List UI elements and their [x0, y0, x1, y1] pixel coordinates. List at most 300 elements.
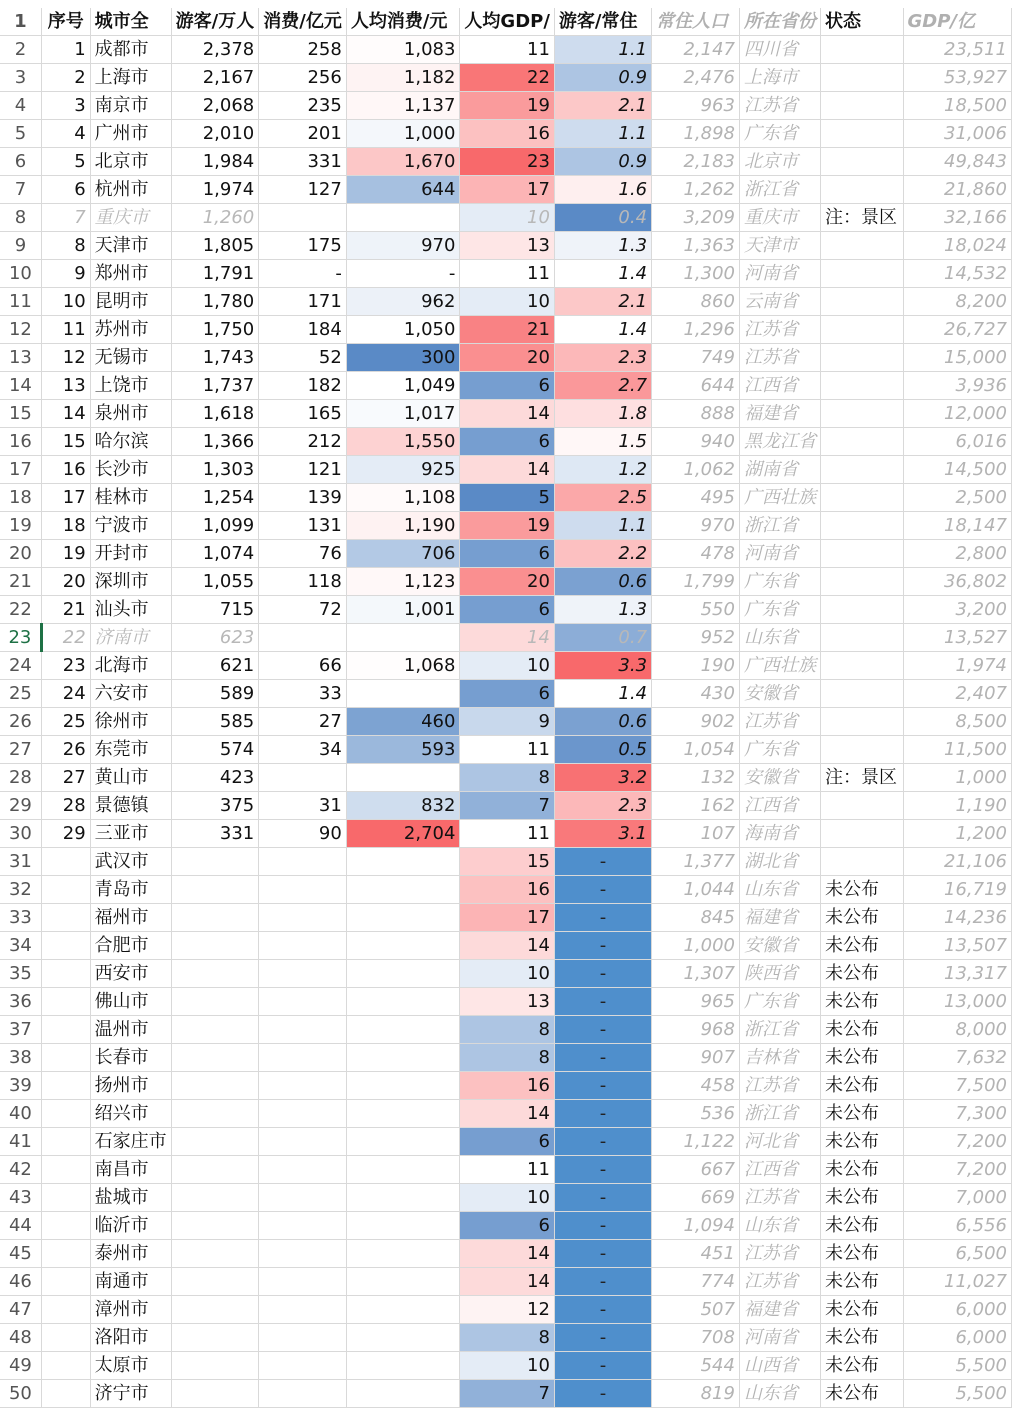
cell-city[interactable]: 南通市 [90, 1268, 171, 1296]
cell-visitor-ratio[interactable]: 2.3 [554, 792, 651, 820]
cell-city[interactable]: 泉州市 [90, 400, 171, 428]
cell-province[interactable]: 福建省 [739, 1296, 820, 1324]
cell-population[interactable]: 965 [652, 988, 740, 1016]
cell-visitors[interactable] [171, 1352, 259, 1380]
cell-per-capita-gdp[interactable]: 6 [460, 680, 554, 708]
cell-index[interactable]: 26 [41, 736, 90, 764]
row-number[interactable]: 3 [0, 64, 41, 92]
column-header-index[interactable]: 序号 [41, 8, 90, 36]
cell-status[interactable]: 未公布 [820, 988, 903, 1016]
cell-visitors[interactable] [171, 1212, 259, 1240]
cell-city[interactable]: 合肥市 [90, 932, 171, 960]
cell-per-capita-consumption[interactable] [346, 904, 460, 932]
column-header-status[interactable]: 状态 [820, 8, 903, 36]
cell-index[interactable]: 29 [41, 820, 90, 848]
row-number[interactable]: 2 [0, 36, 41, 64]
cell-per-capita-consumption[interactable]: 1,068 [346, 652, 460, 680]
row-number[interactable]: 1 [0, 8, 41, 36]
cell-visitors[interactable]: 589 [171, 680, 259, 708]
cell-visitor-ratio[interactable]: 1.1 [554, 36, 651, 64]
cell-per-capita-consumption[interactable]: 1,108 [346, 484, 460, 512]
row-number[interactable]: 41 [0, 1128, 41, 1156]
cell-index[interactable] [41, 1268, 90, 1296]
cell-per-capita-consumption[interactable]: 706 [346, 540, 460, 568]
cell-city[interactable]: 黄山市 [90, 764, 171, 792]
cell-per-capita-consumption[interactable]: 1,049 [346, 372, 460, 400]
cell-index[interactable]: 28 [41, 792, 90, 820]
cell-city[interactable]: 桂林市 [90, 484, 171, 512]
cell-province[interactable]: 安徽省 [739, 680, 820, 708]
cell-index[interactable]: 19 [41, 540, 90, 568]
cell-consumption[interactable]: 90 [259, 820, 347, 848]
cell-status[interactable]: 注：景区 [820, 204, 903, 232]
column-header-per-capita-consumption[interactable]: 人均消费/元 [346, 8, 460, 36]
cell-index[interactable] [41, 988, 90, 1016]
cell-province[interactable]: 江苏省 [739, 1072, 820, 1100]
cell-city[interactable]: 福州市 [90, 904, 171, 932]
cell-visitors[interactable] [171, 1044, 259, 1072]
cell-province[interactable]: 广西壮族 [739, 484, 820, 512]
cell-per-capita-gdp[interactable]: 19 [460, 92, 554, 120]
cell-visitors[interactable] [171, 1240, 259, 1268]
cell-population[interactable]: 1,094 [652, 1212, 740, 1240]
cell-city[interactable]: 长沙市 [90, 456, 171, 484]
cell-status[interactable]: 未公布 [820, 1100, 903, 1128]
cell-per-capita-gdp[interactable]: 6 [460, 1212, 554, 1240]
cell-province[interactable]: 江西省 [739, 792, 820, 820]
cell-per-capita-consumption[interactable] [346, 1296, 460, 1324]
row-number[interactable]: 16 [0, 428, 41, 456]
cell-status[interactable]: 未公布 [820, 1324, 903, 1352]
cell-visitor-ratio[interactable]: 1.3 [554, 232, 651, 260]
cell-index[interactable]: 3 [41, 92, 90, 120]
cell-visitor-ratio[interactable]: 2.3 [554, 344, 651, 372]
cell-population[interactable]: 451 [652, 1240, 740, 1268]
cell-status[interactable] [820, 792, 903, 820]
cell-city[interactable]: 徐州市 [90, 708, 171, 736]
cell-status[interactable]: 未公布 [820, 960, 903, 988]
cell-gdp[interactable]: 8,000 [903, 1016, 1012, 1044]
cell-city[interactable]: 泰州市 [90, 1240, 171, 1268]
cell-consumption[interactable]: 212 [259, 428, 347, 456]
cell-consumption[interactable] [259, 1100, 347, 1128]
cell-gdp[interactable]: 2,500 [903, 484, 1012, 512]
cell-consumption[interactable] [259, 1296, 347, 1324]
cell-population[interactable]: 667 [652, 1156, 740, 1184]
cell-province[interactable]: 江苏省 [739, 92, 820, 120]
cell-gdp[interactable]: 7,000 [903, 1184, 1012, 1212]
cell-gdp[interactable]: 6,016 [903, 428, 1012, 456]
cell-population[interactable]: 1,296 [652, 316, 740, 344]
cell-index[interactable] [41, 1100, 90, 1128]
cell-population[interactable]: 190 [652, 652, 740, 680]
cell-per-capita-consumption[interactable]: 970 [346, 232, 460, 260]
cell-status[interactable]: 未公布 [820, 1240, 903, 1268]
cell-province[interactable]: 江苏省 [739, 708, 820, 736]
cell-gdp[interactable]: 14,532 [903, 260, 1012, 288]
column-header-per-capita-gdp[interactable]: 人均GDP/ [460, 8, 554, 36]
cell-visitors[interactable]: 2,167 [171, 64, 259, 92]
cell-visitor-ratio[interactable]: - [554, 1296, 651, 1324]
cell-per-capita-consumption[interactable] [346, 1156, 460, 1184]
row-number[interactable]: 7 [0, 176, 41, 204]
row-number[interactable]: 10 [0, 260, 41, 288]
cell-gdp[interactable]: 2,407 [903, 680, 1012, 708]
cell-status[interactable] [820, 540, 903, 568]
cell-city[interactable]: 温州市 [90, 1016, 171, 1044]
cell-population[interactable]: 1,122 [652, 1128, 740, 1156]
cell-per-capita-gdp[interactable]: 11 [460, 736, 554, 764]
cell-visitors[interactable]: 715 [171, 596, 259, 624]
cell-province[interactable]: 山西省 [739, 1352, 820, 1380]
cell-per-capita-consumption[interactable]: 1,670 [346, 148, 460, 176]
cell-index[interactable]: 5 [41, 148, 90, 176]
cell-status[interactable]: 未公布 [820, 1296, 903, 1324]
cell-index[interactable]: 23 [41, 652, 90, 680]
cell-consumption[interactable]: 27 [259, 708, 347, 736]
cell-per-capita-gdp[interactable]: 13 [460, 988, 554, 1016]
cell-visitor-ratio[interactable]: 2.7 [554, 372, 651, 400]
cell-consumption[interactable] [259, 1016, 347, 1044]
cell-city[interactable]: 杭州市 [90, 176, 171, 204]
cell-gdp[interactable]: 36,802 [903, 568, 1012, 596]
cell-status[interactable] [820, 36, 903, 64]
cell-visitors[interactable]: 585 [171, 708, 259, 736]
cell-visitor-ratio[interactable]: - [554, 1016, 651, 1044]
row-number[interactable]: 5 [0, 120, 41, 148]
cell-city[interactable]: 宁波市 [90, 512, 171, 540]
cell-province[interactable]: 山东省 [739, 1380, 820, 1408]
cell-visitors[interactable] [171, 848, 259, 876]
cell-gdp[interactable]: 5,500 [903, 1352, 1012, 1380]
cell-city[interactable]: 佛山市 [90, 988, 171, 1016]
cell-consumption[interactable] [259, 1240, 347, 1268]
cell-visitors[interactable]: 1,743 [171, 344, 259, 372]
cell-consumption[interactable]: 175 [259, 232, 347, 260]
cell-visitors[interactable] [171, 1016, 259, 1044]
cell-visitor-ratio[interactable]: - [554, 1100, 651, 1128]
cell-consumption[interactable]: 139 [259, 484, 347, 512]
cell-consumption[interactable]: 66 [259, 652, 347, 680]
cell-population[interactable]: 749 [652, 344, 740, 372]
cell-per-capita-gdp[interactable]: 20 [460, 344, 554, 372]
cell-per-capita-consumption[interactable]: - [346, 260, 460, 288]
cell-city[interactable]: 扬州市 [90, 1072, 171, 1100]
cell-index[interactable]: 6 [41, 176, 90, 204]
cell-population[interactable]: 970 [652, 512, 740, 540]
cell-index[interactable] [41, 1212, 90, 1240]
cell-visitors[interactable]: 1,366 [171, 428, 259, 456]
cell-city[interactable]: 苏州市 [90, 316, 171, 344]
cell-province[interactable]: 重庆市 [739, 204, 820, 232]
cell-population[interactable]: 2,183 [652, 148, 740, 176]
row-number[interactable]: 29 [0, 792, 41, 820]
row-number[interactable]: 31 [0, 848, 41, 876]
cell-population[interactable]: 162 [652, 792, 740, 820]
cell-per-capita-consumption[interactable]: 1,182 [346, 64, 460, 92]
cell-index[interactable]: 21 [41, 596, 90, 624]
cell-city[interactable]: 临沂市 [90, 1212, 171, 1240]
cell-visitors[interactable] [171, 1156, 259, 1184]
cell-population[interactable]: 845 [652, 904, 740, 932]
cell-consumption[interactable] [259, 1352, 347, 1380]
cell-visitor-ratio[interactable]: 0.9 [554, 148, 651, 176]
cell-per-capita-gdp[interactable]: 10 [460, 1184, 554, 1212]
cell-consumption[interactable]: 331 [259, 148, 347, 176]
cell-visitors[interactable]: 1,737 [171, 372, 259, 400]
cell-consumption[interactable]: 121 [259, 456, 347, 484]
cell-gdp[interactable]: 13,317 [903, 960, 1012, 988]
cell-visitors[interactable]: 1,099 [171, 512, 259, 540]
cell-gdp[interactable]: 7,500 [903, 1072, 1012, 1100]
cell-city[interactable]: 郑州市 [90, 260, 171, 288]
cell-per-capita-consumption[interactable] [346, 1380, 460, 1408]
cell-population[interactable]: 3,209 [652, 204, 740, 232]
cell-gdp[interactable]: 31,006 [903, 120, 1012, 148]
cell-per-capita-consumption[interactable] [346, 1268, 460, 1296]
cell-province[interactable]: 山东省 [739, 624, 820, 652]
cell-per-capita-consumption[interactable] [346, 932, 460, 960]
cell-status[interactable] [820, 120, 903, 148]
cell-index[interactable]: 22 [41, 624, 90, 652]
cell-index[interactable]: 18 [41, 512, 90, 540]
cell-per-capita-gdp[interactable]: 8 [460, 764, 554, 792]
cell-per-capita-consumption[interactable]: 962 [346, 288, 460, 316]
cell-province[interactable]: 广东省 [739, 596, 820, 624]
cell-visitors[interactable]: 1,260 [171, 204, 259, 232]
cell-per-capita-gdp[interactable]: 11 [460, 1156, 554, 1184]
cell-visitors[interactable]: 331 [171, 820, 259, 848]
cell-visitors[interactable] [171, 932, 259, 960]
cell-consumption[interactable]: 235 [259, 92, 347, 120]
cell-status[interactable]: 未公布 [820, 932, 903, 960]
row-number[interactable]: 13 [0, 344, 41, 372]
cell-city[interactable]: 南昌市 [90, 1156, 171, 1184]
cell-visitor-ratio[interactable]: 1.5 [554, 428, 651, 456]
cell-consumption[interactable] [259, 764, 347, 792]
cell-consumption[interactable]: 127 [259, 176, 347, 204]
column-header-gdp[interactable]: GDP/亿 [903, 8, 1012, 36]
row-number[interactable]: 24 [0, 652, 41, 680]
cell-visitors[interactable]: 1,074 [171, 540, 259, 568]
column-header-visitor-ratio[interactable]: 游客/常住 [554, 8, 651, 36]
cell-visitor-ratio[interactable]: - [554, 1352, 651, 1380]
cell-status[interactable]: 未公布 [820, 1156, 903, 1184]
cell-gdp[interactable]: 7,200 [903, 1156, 1012, 1184]
cell-population[interactable]: 902 [652, 708, 740, 736]
cell-visitors[interactable] [171, 1296, 259, 1324]
cell-per-capita-consumption[interactable] [346, 1352, 460, 1380]
cell-status[interactable] [820, 484, 903, 512]
cell-per-capita-consumption[interactable] [346, 680, 460, 708]
cell-gdp[interactable]: 18,024 [903, 232, 1012, 260]
cell-visitors[interactable] [171, 1268, 259, 1296]
cell-visitor-ratio[interactable]: - [554, 932, 651, 960]
cell-visitors[interactable] [171, 1072, 259, 1100]
cell-per-capita-consumption[interactable]: 1,001 [346, 596, 460, 624]
cell-visitor-ratio[interactable]: - [554, 1128, 651, 1156]
cell-city[interactable]: 青岛市 [90, 876, 171, 904]
cell-population[interactable]: 2,147 [652, 36, 740, 64]
row-number[interactable]: 23 [0, 624, 41, 652]
cell-per-capita-gdp[interactable]: 8 [460, 1016, 554, 1044]
cell-province[interactable]: 福建省 [739, 400, 820, 428]
cell-status[interactable] [820, 232, 903, 260]
cell-per-capita-gdp[interactable]: 10 [460, 1352, 554, 1380]
cell-status[interactable]: 未公布 [820, 876, 903, 904]
cell-population[interactable]: 478 [652, 540, 740, 568]
cell-visitor-ratio[interactable]: - [554, 1268, 651, 1296]
cell-city[interactable]: 西安市 [90, 960, 171, 988]
cell-status[interactable]: 未公布 [820, 1016, 903, 1044]
cell-visitor-ratio[interactable]: 1.4 [554, 680, 651, 708]
cell-gdp[interactable]: 16,719 [903, 876, 1012, 904]
cell-per-capita-consumption[interactable] [346, 876, 460, 904]
cell-population[interactable]: 907 [652, 1044, 740, 1072]
cell-per-capita-consumption[interactable] [346, 764, 460, 792]
cell-per-capita-consumption[interactable] [346, 1044, 460, 1072]
cell-visitor-ratio[interactable]: 1.6 [554, 176, 651, 204]
cell-province[interactable]: 河南省 [739, 540, 820, 568]
column-header-city[interactable]: 城市全 [90, 8, 171, 36]
cell-status[interactable]: 未公布 [820, 904, 903, 932]
cell-status[interactable]: 未公布 [820, 1184, 903, 1212]
cell-population[interactable]: 1,062 [652, 456, 740, 484]
cell-gdp[interactable]: 32,166 [903, 204, 1012, 232]
cell-consumption[interactable] [259, 1268, 347, 1296]
cell-province[interactable]: 湖北省 [739, 848, 820, 876]
cell-index[interactable] [41, 932, 90, 960]
cell-consumption[interactable]: 76 [259, 540, 347, 568]
cell-index[interactable]: 15 [41, 428, 90, 456]
cell-consumption[interactable] [259, 624, 347, 652]
cell-population[interactable]: 536 [652, 1100, 740, 1128]
cell-visitor-ratio[interactable]: - [554, 1156, 651, 1184]
cell-province[interactable]: 河南省 [739, 1324, 820, 1352]
cell-population[interactable]: 968 [652, 1016, 740, 1044]
cell-visitor-ratio[interactable]: 0.6 [554, 568, 651, 596]
cell-consumption[interactable] [259, 932, 347, 960]
cell-index[interactable] [41, 876, 90, 904]
row-number[interactable]: 36 [0, 988, 41, 1016]
cell-province[interactable]: 安徽省 [739, 764, 820, 792]
cell-visitor-ratio[interactable]: 3.1 [554, 820, 651, 848]
cell-gdp[interactable]: 13,507 [903, 932, 1012, 960]
cell-per-capita-gdp[interactable]: 10 [460, 204, 554, 232]
cell-population[interactable]: 544 [652, 1352, 740, 1380]
cell-index[interactable]: 16 [41, 456, 90, 484]
cell-city[interactable]: 盐城市 [90, 1184, 171, 1212]
cell-per-capita-consumption[interactable]: 1,550 [346, 428, 460, 456]
row-number[interactable]: 49 [0, 1352, 41, 1380]
cell-province[interactable]: 山东省 [739, 876, 820, 904]
cell-visitor-ratio[interactable]: 2.1 [554, 288, 651, 316]
cell-visitor-ratio[interactable]: - [554, 1072, 651, 1100]
cell-population[interactable]: 644 [652, 372, 740, 400]
cell-visitors[interactable]: 623 [171, 624, 259, 652]
cell-visitor-ratio[interactable]: - [554, 1380, 651, 1408]
cell-per-capita-consumption[interactable] [346, 1212, 460, 1240]
cell-province[interactable]: 安徽省 [739, 932, 820, 960]
cell-status[interactable] [820, 568, 903, 596]
cell-gdp[interactable]: 7,300 [903, 1100, 1012, 1128]
cell-province[interactable]: 湖南省 [739, 456, 820, 484]
cell-consumption[interactable]: 131 [259, 512, 347, 540]
cell-per-capita-gdp[interactable]: 11 [460, 820, 554, 848]
cell-population[interactable]: 458 [652, 1072, 740, 1100]
cell-city[interactable]: 景德镇 [90, 792, 171, 820]
cell-per-capita-gdp[interactable]: 8 [460, 1044, 554, 1072]
cell-consumption[interactable] [259, 960, 347, 988]
cell-city[interactable]: 三亚市 [90, 820, 171, 848]
cell-gdp[interactable]: 1,190 [903, 792, 1012, 820]
cell-consumption[interactable] [259, 1324, 347, 1352]
cell-consumption[interactable] [259, 1212, 347, 1240]
cell-index[interactable]: 9 [41, 260, 90, 288]
cell-visitors[interactable]: 2,010 [171, 120, 259, 148]
cell-index[interactable]: 11 [41, 316, 90, 344]
cell-per-capita-gdp[interactable]: 6 [460, 1128, 554, 1156]
cell-city[interactable]: 上饶市 [90, 372, 171, 400]
cell-per-capita-consumption[interactable] [346, 1240, 460, 1268]
cell-population[interactable]: 107 [652, 820, 740, 848]
cell-status[interactable] [820, 400, 903, 428]
cell-gdp[interactable]: 11,500 [903, 736, 1012, 764]
cell-index[interactable]: 14 [41, 400, 90, 428]
cell-per-capita-gdp[interactable]: 15 [460, 848, 554, 876]
cell-visitors[interactable]: 621 [171, 652, 259, 680]
cell-province[interactable]: 广西壮族 [739, 652, 820, 680]
cell-gdp[interactable]: 1,974 [903, 652, 1012, 680]
cell-city[interactable]: 成都市 [90, 36, 171, 64]
cell-gdp[interactable]: 8,500 [903, 708, 1012, 736]
cell-per-capita-gdp[interactable]: 14 [460, 624, 554, 652]
cell-consumption[interactable]: 31 [259, 792, 347, 820]
cell-population[interactable]: 132 [652, 764, 740, 792]
cell-index[interactable]: 10 [41, 288, 90, 316]
cell-status[interactable] [820, 428, 903, 456]
cell-city[interactable]: 无锡市 [90, 344, 171, 372]
cell-per-capita-gdp[interactable]: 7 [460, 1380, 554, 1408]
cell-city[interactable]: 汕头市 [90, 596, 171, 624]
cell-status[interactable]: 未公布 [820, 1212, 903, 1240]
cell-index[interactable] [41, 1016, 90, 1044]
cell-visitors[interactable] [171, 1380, 259, 1408]
cell-per-capita-consumption[interactable] [346, 204, 460, 232]
cell-population[interactable]: 1,000 [652, 932, 740, 960]
cell-visitors[interactable]: 574 [171, 736, 259, 764]
cell-population[interactable]: 1,799 [652, 568, 740, 596]
cell-index[interactable]: 24 [41, 680, 90, 708]
cell-index[interactable] [41, 1296, 90, 1324]
row-number[interactable]: 21 [0, 568, 41, 596]
cell-index[interactable]: 8 [41, 232, 90, 260]
cell-index[interactable]: 27 [41, 764, 90, 792]
cell-visitor-ratio[interactable]: - [554, 876, 651, 904]
row-number[interactable]: 38 [0, 1044, 41, 1072]
cell-consumption[interactable]: 201 [259, 120, 347, 148]
cell-city[interactable]: 洛阳市 [90, 1324, 171, 1352]
cell-status[interactable] [820, 512, 903, 540]
cell-province[interactable]: 山东省 [739, 1212, 820, 1240]
cell-per-capita-gdp[interactable]: 17 [460, 904, 554, 932]
cell-index[interactable] [41, 1156, 90, 1184]
cell-visitor-ratio[interactable]: 0.7 [554, 624, 651, 652]
cell-city[interactable]: 天津市 [90, 232, 171, 260]
cell-per-capita-consumption[interactable]: 925 [346, 456, 460, 484]
cell-province[interactable]: 福建省 [739, 904, 820, 932]
cell-per-capita-gdp[interactable]: 21 [460, 316, 554, 344]
